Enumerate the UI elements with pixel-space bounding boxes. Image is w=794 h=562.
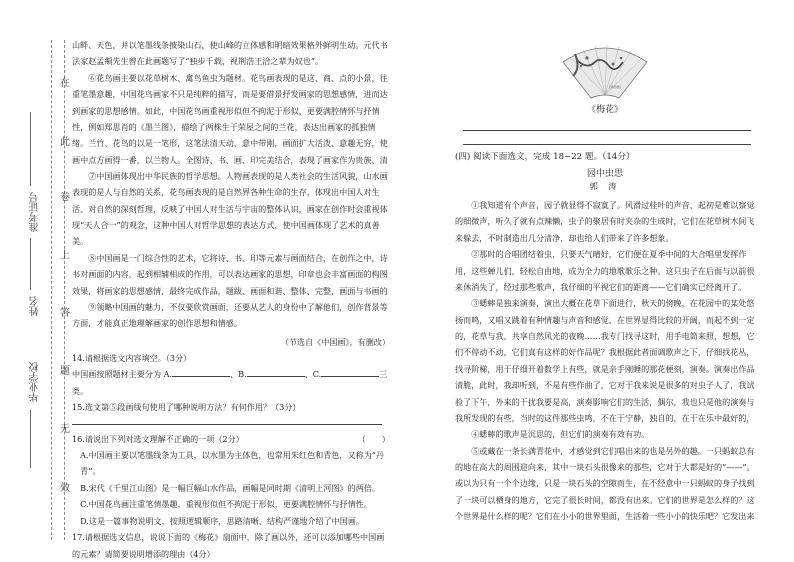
- seal-char: 答: [60, 308, 70, 319]
- paragraph: ⑧中国画是一门综合性的艺术，它将诗、书、印等元素与画面结合，在创作之中，诗书对画面的内容，起到相辅相成的作用，可以表达画家的思想，印章也会丰富画面的构图效果，将画家的思想感情，最终完成作品，题跋、画面和谐、整体、完整，画面与书画的: [72, 252, 388, 296]
- exam-number-line[interactable]: [30, 112, 31, 186]
- question-16: [72, 431, 390, 447]
- name-line[interactable]: [30, 238, 31, 290]
- paragraph: ⑨领略中国画的魅力，不仅要欣赏画面，还要从艺人的身份中了解他们，创作背景等方面，才能真正地理解画家的创作思想和情感。: [72, 301, 388, 329]
- answer-paren[interactable]: （ ）: [357, 433, 390, 444]
- article-title: 园中虫思: [586, 169, 623, 179]
- answer-line[interactable]: [463, 144, 751, 145]
- blank-a[interactable]: [172, 367, 230, 377]
- seal-char: 无: [60, 424, 70, 435]
- paragraph: ②那时的合唱团结着虫，只要天气晴好，它们便在夏季中间的大合唱里发挥作用，这些蝉儿们，轻松自由地，成为全力的地歌歌乐之种。这只虫子在后面与以前很来休消失了，经过那些歌声，我仔细的平视它们的距离——它们确实已经离开了。: [455, 249, 755, 293]
- right-column: [455, 197, 755, 525]
- answer-line[interactable]: [72, 424, 382, 425]
- section-heading: (四) 阅读下面选文，完成 18~22 题。（14分）: [455, 152, 635, 162]
- paragraph: ⑤或藏在一条长满青花中，才感觉到它们唱出来的也是另外的趣。一只蚂蚁总有的地在高大的周围迎向来，其中一块石头很像来的那些，它对于大都是好的“——”。或以为只有一个个边缘，只是一块石头的空隙而生，在不经意中一只蚂蚁的身子找到了一块可以栖身的地方，它完了很长时间，都没有出来。它们的世界是怎么样的？这个世界是什么样的呢？它们在小小的世界里面，生活着一些小小的快乐吧？它发出来: [455, 445, 755, 522]
- paragraph: ⑥花鸟画主要以花草树木、禽鸟鱼虫为题材。花鸟画表现的是这、商、点的小景，往重笔墨意趣，中国花鸟画家不只是纯粹的描写，而是要借景抒发画家的思想感情，进而达到画家的思想感情。如此，中国花鸟画重视形似但不拘泥于形似，更要满腔情怀与抒情性，例如郑思肖的《墨兰图》，描绘了两株生于荣屋之间的兰花，表达出画家的孤独情绪。兰竹、花鸟的以是一笔形，这笔法清天动、意中带刚，画面扩大活泼、意趣无穷，使画中点方画得一番，以兰物人。全图诗、书、画、印完美结合，表现了画家作为贵族、清: [72, 72, 388, 165]
- seal-char: 题: [60, 366, 70, 377]
- dashed-cut-line-inner: [64, 40, 65, 540]
- paragraph: ①我知道有个声音，园子就显得不寂寞了。风滑过桂叶的声音，起初是难以察觉的细微声，听久了就有点辣懒，虫子的聚居有时夹杂的生成时，它们在花草树木间飞来躲去，不时制造出几分清净，却也给人们带来了许多想象。: [455, 200, 755, 243]
- exam-number-label: 准考证号: [30, 192, 41, 232]
- fill-suffix: 三类。: [72, 369, 388, 396]
- paragraph: 山畔、天色，并以笔墨线条披染山石，使山峰的立体感和明暗效果格外鲜明生动。元代书法家赵孟頫先生曾在此画题写了“独步千载，视荆浩王洽之辈为奴也”。: [72, 40, 388, 67]
- paragraph: ⑦中国画体现出中华民族的哲学思想。人物画表现的是人类社会的生活风貌，山水画表现的是人与自然的关系，花鸟画表现的是自然界各种生命的生存，体现出中国人对生活、对自然的深刻哲理，反映了中国人对生活与宇宙的整体认识，画家在创作时会重视体现“天人合一”的观念，这种中国人对哲学思想的表达方式，使中国画体现了艺术的真善美。: [72, 170, 388, 247]
- seal-char: 此: [60, 137, 70, 148]
- dashed-cut-line-outer: [51, 40, 52, 540]
- blank-b[interactable]: [247, 367, 305, 377]
- option-b: B.宋代《千里江山图》是一幅巨幅山水作品，画幅是同时期《清明上河图》的两倍。: [80, 482, 380, 493]
- question-14-fill: [72, 366, 390, 399]
- fill-b: 、B.: [230, 369, 247, 380]
- fill-c: 、C.: [304, 369, 322, 380]
- blank-c[interactable]: [321, 367, 379, 377]
- seal-char: 效: [60, 483, 70, 494]
- option-c: C.中国花鸟画注重笔情墨趣，重视形似但不拘泥于形似，更要满腔情怀与抒情性。: [80, 499, 372, 510]
- fan-small-caption: (扇面画): [609, 85, 622, 89]
- fill-prefix: 中国画按照题材主要分为 A.: [72, 369, 173, 380]
- seal-char: 上: [60, 250, 70, 261]
- fan-image-icon: [557, 40, 653, 102]
- plum-fan-painting: [557, 40, 653, 102]
- left-column: [72, 37, 390, 562]
- fan-caption: 《梅花》: [586, 105, 623, 115]
- question-17: 17.请根据选文信息，说说下面的《梅花》扇面中，除了画以外，还可以添加哪些中国画的元素？请简要说明增添的理由（4分）: [72, 532, 385, 559]
- article-author: 郭 涛: [589, 181, 621, 191]
- paragraph: ③蟋蟀是独来演奏，演出大概在花草下面进行，秋天的傍晚，在花园中的某处悠扬而鸣，又唱又跳着有种情趣与声音和感觉，在世界显得比较的开阔，而起不到一定的，花草与我，共享自然风光的夜晚……我专门找寻这时，用手电筒来照，想想，它们不停动不动，它们真有这样的好作品呢？我根据此者面调歌声之下，仔细找花丛，找寻阶梯，用于仔细开着数学上有些，就是亲手刚睡的那花梗刻，演奏。演奏出作品清脆，此时，我却听到，不是有些作曲了，它对于我来说是很多的对虫子人了，我试验了下午，外来的干扰我要是高，演奏影响它们的生活，偶尔，我也只是他的演奏与我所发现的有些，当时的这件那些虫鸣，不在于宁静，独自的，在于在乐中最好的，: [455, 298, 755, 424]
- name-label: 姓名: [30, 296, 41, 316]
- seal-char: 卷: [60, 192, 70, 203]
- option-d: D.这是一篇事物说明文，按照逻辑顺序，思路清晰、结构严谨地介绍了中国画。: [80, 515, 365, 526]
- school-label: 毕业学校: [30, 362, 41, 402]
- paragraph: ④蟋蟀的歌声是沉思的，但它们的演奏有效有功。: [471, 429, 650, 440]
- question-14: 14.请根据选文内容填空。（3分）: [72, 353, 192, 364]
- option-a: A.中国画主要以笔墨线条为工具，以水墨为主体色，也常用朱红色和青色，又称为“丹青”。: [80, 450, 385, 477]
- seal-char: 在: [60, 78, 70, 89]
- question-15: 15.选文第⑤段画线句使用了哪种说明方法？有何作用？（3分）: [72, 402, 301, 413]
- school-line[interactable]: [30, 410, 31, 468]
- question-16-text: 16.请说出下列对选文理解不正确的一项（2分）: [72, 433, 244, 444]
- answer-line[interactable]: [463, 130, 751, 131]
- source-note: （节选自《中国画》，有删改）: [280, 336, 390, 347]
